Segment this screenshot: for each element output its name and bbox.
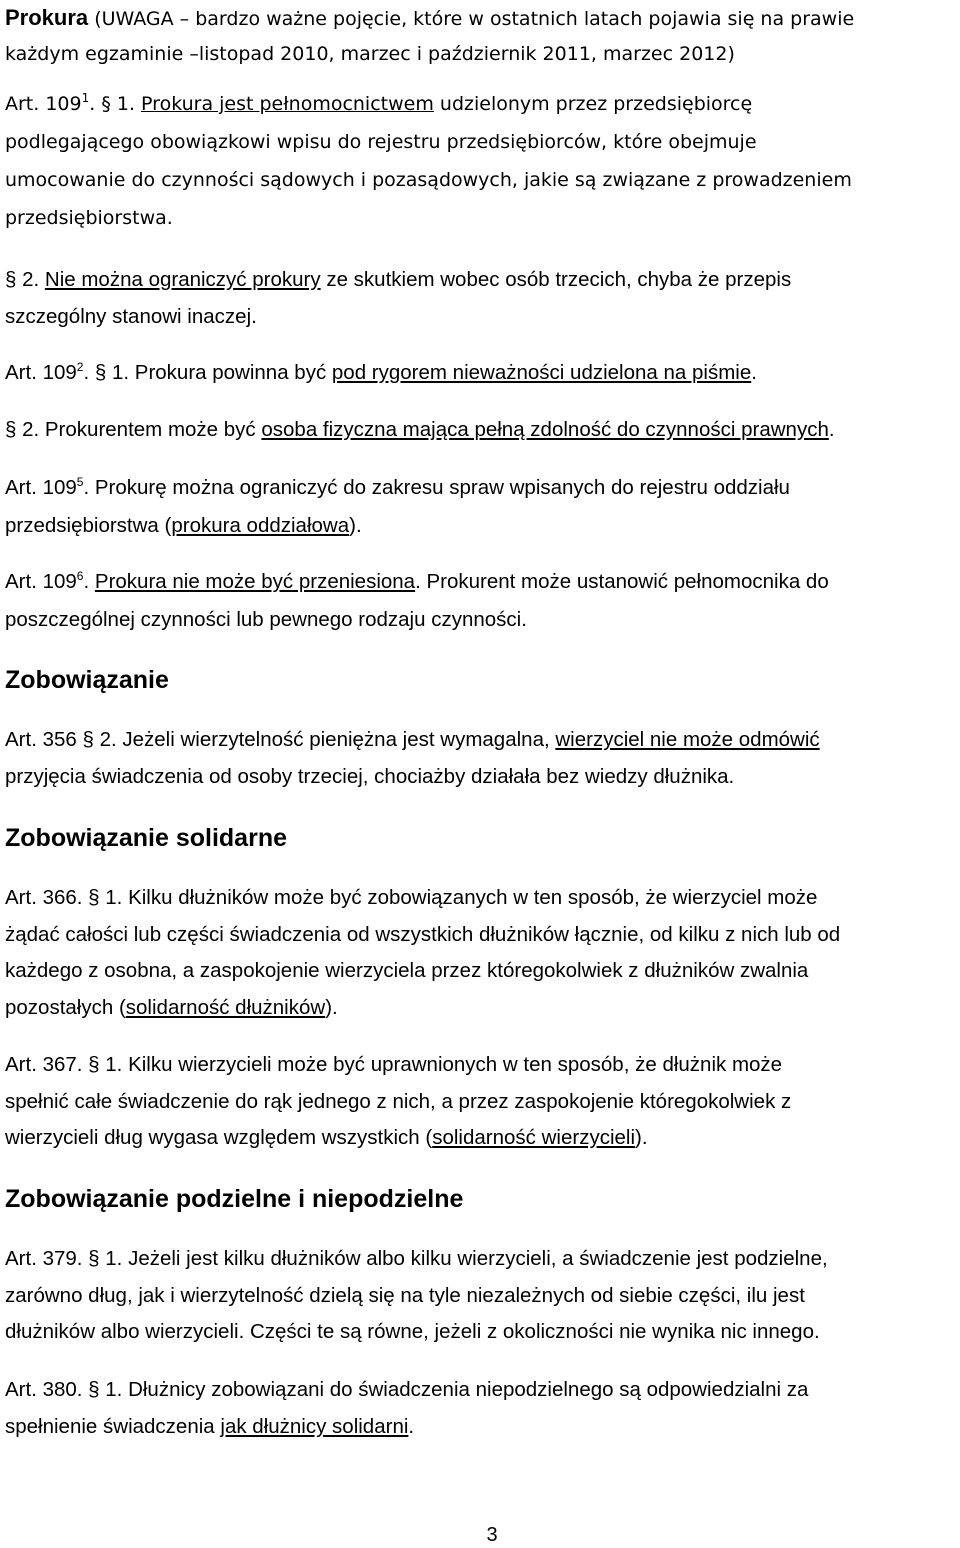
text-segment: ze skutkiem wobec osób trzecich, chyba że przepis	[320, 268, 792, 291]
art-109-6-line-2: poszczególnej czynności lub pewnego rodzaju czynności.	[5, 608, 527, 631]
art-109-5-line-1	[5, 470, 957, 507]
title-line-2: każdym egzaminie –listopad 2010, marzec i październik 2011, marzec 2012)	[5, 43, 735, 65]
underlined-term: Prokura nie może być przeniesiona	[94, 570, 416, 593]
text-segment: ).	[635, 1126, 648, 1149]
article-ref: Art. 109	[5, 570, 77, 593]
underlined-term: jak dłużnicy solidarni	[220, 1415, 409, 1438]
text-segment: . § 1. Prokura powinna być	[83, 361, 332, 384]
article-superscript: 2	[76, 360, 84, 374]
underlined-term: Prokura jest pełnomocnictwem	[141, 93, 434, 115]
text-segment: pozostałych (	[5, 996, 126, 1019]
paragraph-ref: § 2.	[5, 268, 45, 291]
art-367-line-3	[5, 1120, 957, 1157]
text-segment: udzielonym przez przedsiębiorcę	[433, 93, 753, 115]
art-109-1-line-4: przedsiębiorstwa.	[5, 207, 173, 229]
title-word: Prokura	[5, 5, 89, 30]
article-superscript: 5	[76, 475, 84, 489]
underlined-term: pod rygorem nieważności udzielona na piśmie	[331, 361, 752, 384]
art-109-1-par-2-line-1	[5, 262, 957, 299]
art-379-line-1: Art. 379. § 1. Jeżeli jest kilku dłużników albo kilku wierzycieli, a świadczenie jest podzielne,	[5, 1247, 828, 1270]
art-367-line-2: spełnić całe świadczenie do rąk jednego z nich, a przez zaspokojenie któregokolwiek z	[5, 1090, 792, 1113]
text-segment: .	[408, 1415, 415, 1438]
title-line-1	[5, 0, 957, 38]
art-109-1-line-3: umocowanie do czynności sądowych i pozasądowych, jakie są związane z prowadzeniem	[5, 169, 852, 191]
art-379-line-2: zarówno dług, jak i wierzytelność dzielą się na tyle niezależnych od siebie części, ilu jest	[5, 1284, 805, 1307]
art-109-2-line-1	[5, 355, 957, 392]
text-segment: .	[751, 361, 757, 384]
underlined-term: osoba fizyczna mająca pełną zdolność do czynności prawnych	[261, 418, 829, 441]
text-segment: wierzycieli dług wygasa względem wszystkich (	[5, 1126, 433, 1149]
text-segment: . Prokurent może ustanowić pełnomocnika do	[415, 570, 829, 593]
text-segment: § 2. Prokurentem może być	[5, 418, 262, 441]
art-366-line-1: Art. 366. § 1. Kilku dłużników może być zobowiązanych w ten sposób, że wierzyciel może	[5, 886, 818, 909]
text-segment: ).	[349, 514, 362, 537]
article-superscript: 1	[81, 91, 90, 105]
text-segment: Art. 356 § 2. Jeżeli wierzytelność pieniężna jest wymagalna,	[5, 728, 556, 751]
article-ref: Art. 109	[5, 476, 77, 499]
underlined-term: solidarność dłużników	[125, 996, 326, 1019]
text-segment: .	[828, 418, 835, 441]
art-366-line-4	[5, 990, 957, 1027]
art-380-line-2	[5, 1409, 957, 1446]
art-356-line-2: przyjęcia świadczenia od osoby trzeciej, chociażby działała bez wiedzy dłużnika.	[5, 765, 735, 788]
art-109-1-line-2: podlegającego obowiązkowi wpisu do rejestru przedsiębiorców, które obejmuje	[5, 131, 757, 153]
art-366-line-2: żądać całości lub części świadczenia od wszystkich dłużników łącznie, od kilku z nich lub od	[5, 923, 841, 946]
underlined-term: prokura oddziałowa	[171, 514, 350, 537]
heading-zobowiazanie-solidarne: Zobowiązanie solidarne	[5, 824, 287, 852]
underlined-term: solidarność wierzycieli	[432, 1126, 636, 1149]
title-note: (UWAGA – bardzo ważne pojęcie, które w ostatnich latach pojawia się na prawie	[88, 8, 855, 30]
art-109-6-line-1	[5, 564, 957, 601]
underlined-term: wierzyciel nie może odmówić	[555, 728, 820, 751]
art-356-line-1	[5, 722, 957, 759]
text-segment: przedsiębiorstwa (	[5, 514, 172, 537]
art-109-1-line-1	[5, 86, 957, 123]
art-379-line-3: dłużników albo wierzycieli. Części te są równe, jeżeli z okoliczności nie wynika nic innego.	[5, 1320, 820, 1343]
art-109-5-line-2	[5, 508, 957, 545]
art-380-line-1: Art. 380. § 1. Dłużnicy zobowiązani do świadczenia niepodzielnego są odpowiedzialni za	[5, 1378, 809, 1401]
article-ref: Art. 109	[5, 361, 77, 384]
page-number: 3	[486, 1524, 498, 1546]
heading-zobowiazanie-podzielne: Zobowiązanie podzielne i niepodzielne	[5, 1185, 464, 1213]
art-366-line-3: każdego z osobna, a zaspokojenie wierzyciela przez któregokolwiek z dłużników zwalnia	[5, 959, 809, 982]
text-segment: . Prokurę można ograniczyć do zakresu spraw wpisanych do rejestru oddziału	[83, 476, 790, 499]
text-segment: .	[83, 570, 95, 593]
art-367-line-1: Art. 367. § 1. Kilku wierzycieli może być uprawnionych w ten sposób, że dłużnik może	[5, 1053, 783, 1076]
article-ref: Art. 109	[5, 93, 82, 115]
art-109-2-par-2	[5, 412, 957, 449]
underlined-term: Nie można ograniczyć prokury	[44, 268, 321, 291]
article-superscript: 6	[76, 569, 84, 583]
heading-zobowiazanie: Zobowiązanie	[5, 666, 169, 694]
paragraph-ref: . § 1.	[89, 93, 142, 115]
text-segment: ).	[325, 996, 338, 1019]
art-109-1-par-2-line-2: szczególny stanowi inaczej.	[5, 305, 257, 328]
text-segment: spełnienie świadczenia	[5, 1415, 221, 1438]
